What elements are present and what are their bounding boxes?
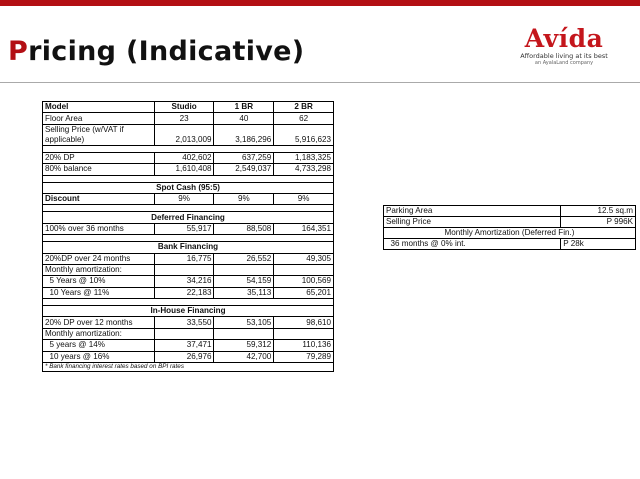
cell-value: 16,775 (154, 253, 214, 264)
row-label: Monthly amortization: (43, 328, 155, 339)
cell-value: 9% (154, 193, 214, 204)
cell-value: 164,351 (274, 223, 334, 234)
brand-name: Avída (524, 24, 604, 53)
cell-value: P 996K (561, 217, 636, 228)
section-heading-row (384, 228, 636, 239)
section-heading: Monthly Amortization (Deferred Fin.) (384, 228, 636, 239)
section-heading-row (43, 182, 334, 193)
spacer-row (43, 235, 334, 242)
page-title-initial: P (8, 36, 29, 67)
header-2br: 2 BR (274, 102, 334, 113)
cell-value: 2,013,009 (154, 124, 214, 145)
page-title-rest: ricing (Indicative) (28, 36, 305, 67)
row-label: 10 years @ 16% (43, 351, 155, 362)
cell-value: 37,471 (154, 340, 214, 351)
row-label: Discount (43, 193, 155, 204)
cell-value: 100,569 (274, 276, 334, 287)
table-row (43, 223, 334, 234)
cell-value: P 28k (561, 239, 636, 250)
cell-value: 26,976 (154, 351, 214, 362)
table-row (43, 193, 334, 204)
header-1br: 1 BR (214, 102, 274, 113)
table-row (43, 340, 334, 351)
cell-value: 4,733,298 (274, 164, 334, 175)
cell-value: 110,136 (274, 340, 334, 351)
table-row (43, 328, 334, 339)
spacer-row (43, 205, 334, 212)
spacer-row (43, 299, 334, 306)
cell-value: 9% (214, 193, 274, 204)
cell-value: 637,259 (214, 152, 274, 163)
section-heading-row (43, 212, 334, 223)
footnote-row (43, 363, 334, 372)
table-row (43, 253, 334, 264)
table-row (384, 206, 636, 217)
brand-logo (512, 26, 616, 70)
table-row (43, 152, 334, 163)
cell-value: 98,610 (274, 317, 334, 328)
cell-value: 88,508 (214, 223, 274, 234)
cell-value: 12.5 sq.m (561, 206, 636, 217)
cell-value: 65,201 (274, 287, 334, 298)
row-label: 5 Years @ 10% (43, 276, 155, 287)
parking-table (383, 205, 636, 250)
row-label: 20%DP over 24 months (43, 253, 155, 264)
table-row (43, 164, 334, 175)
table-row (43, 264, 334, 275)
row-label: 20% DP over 12 months (43, 317, 155, 328)
cell-value: 3,186,296 (214, 124, 274, 145)
cell-value: 59,312 (214, 340, 274, 351)
cell-value: 55,917 (154, 223, 214, 234)
table-row (384, 217, 636, 228)
cell-value: 42,700 (214, 351, 274, 362)
row-label: 80% balance (43, 164, 155, 175)
section-heading: Bank Financing (43, 242, 334, 253)
row-label: Monthly amortization: (43, 264, 155, 275)
table-header-row (43, 102, 334, 113)
section-heading: Spot Cash (95:5) (43, 182, 334, 193)
page-title (8, 36, 304, 67)
footnote: * Bank financing interest rates based on BPI rates (43, 363, 334, 372)
table-row (43, 351, 334, 362)
cell-value: 53,105 (214, 317, 274, 328)
row-label: 20% DP (43, 152, 155, 163)
cell-value: 1,183,325 (274, 152, 334, 163)
cell-value: 5,916,623 (274, 124, 334, 145)
spacer-row (43, 145, 334, 152)
spacer-row (43, 175, 334, 182)
table-row (43, 113, 334, 124)
row-label: 10 Years @ 11% (43, 287, 155, 298)
row-label: 36 months @ 0% int. (384, 239, 561, 250)
cell-value: 79,289 (274, 351, 334, 362)
brand-subtag: an AyalaLand company (534, 60, 594, 66)
cell-value: 33,550 (154, 317, 214, 328)
cell-value: 26,552 (214, 253, 274, 264)
row-label: Selling Price (384, 217, 561, 228)
row-label: 100% over 36 months (43, 223, 155, 234)
cell-value: 2,549,037 (214, 164, 274, 175)
cell-value: 62 (274, 113, 334, 124)
top-accent-bar (0, 0, 640, 6)
row-label: Floor Area (43, 113, 155, 124)
cell-value: 402,602 (154, 152, 214, 163)
section-heading: In-House Financing (43, 306, 334, 317)
cell-value: 35,113 (214, 287, 274, 298)
table-row (43, 287, 334, 298)
table-row (43, 124, 334, 145)
cell-value: 23 (154, 113, 214, 124)
section-heading-row (43, 242, 334, 253)
section-heading-row (43, 306, 334, 317)
cell-value: 49,305 (274, 253, 334, 264)
table-row (43, 317, 334, 328)
header-studio: Studio (154, 102, 214, 113)
row-label: Parking Area (384, 206, 561, 217)
row-label: 5 years @ 14% (43, 340, 155, 351)
header-model: Model (43, 102, 155, 113)
table-row (384, 239, 636, 250)
section-heading: Deferred Financing (43, 212, 334, 223)
title-divider (0, 82, 640, 83)
cell-value: 40 (214, 113, 274, 124)
cell-value: 9% (274, 193, 334, 204)
cell-value: 22,183 (154, 287, 214, 298)
cell-value: 54,159 (214, 276, 274, 287)
pricing-table (42, 101, 334, 372)
row-label: Selling Price (w/VAT if applicable) (43, 124, 155, 145)
cell-value: 34,216 (154, 276, 214, 287)
table-row (43, 276, 334, 287)
cell-value: 1,610,408 (154, 164, 214, 175)
brand-tagline: Affordable living at its best (520, 52, 608, 60)
